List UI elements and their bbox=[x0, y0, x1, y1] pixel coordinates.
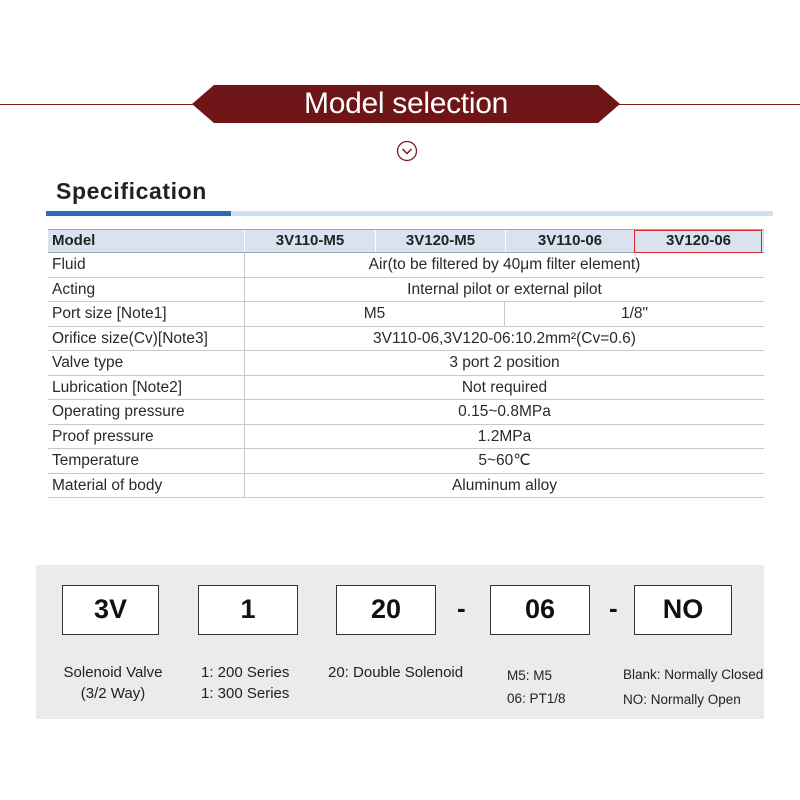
model-3v120-m5: 3V120-M5 bbox=[405, 232, 476, 249]
row-value: Aluminum alloy bbox=[451, 476, 558, 494]
desc-line: 06: PT1/8 bbox=[507, 691, 566, 706]
desc-line: Blank: Normally Closed bbox=[623, 667, 764, 682]
row-label: Valve type bbox=[52, 354, 124, 371]
ordering-code-panel bbox=[36, 565, 764, 719]
row-value: Air(to be filtered by 40μm filter element) bbox=[368, 256, 641, 273]
row-value: 3V110-06,3V120-06:10.2mm²(Cv=0.6) bbox=[373, 329, 636, 347]
table-row bbox=[48, 278, 764, 303]
heading-underline bbox=[231, 211, 773, 216]
desc-double-solenoid: 20: Double Solenoid bbox=[328, 664, 464, 681]
row-label: Material of body bbox=[52, 476, 163, 494]
row-label: Temperature bbox=[52, 452, 140, 469]
table-row bbox=[48, 425, 764, 450]
desc-line: (3/2 Way) bbox=[80, 685, 146, 702]
code-separator: - bbox=[457, 593, 466, 623]
row-label: Port size [Note1] bbox=[52, 305, 167, 322]
row-value: Internal pilot or external pilot bbox=[407, 280, 602, 298]
specification-heading: Specification bbox=[56, 178, 207, 204]
model-header-label: Model bbox=[52, 232, 96, 249]
desc-line: Solenoid Valve bbox=[63, 664, 163, 681]
row-value-m5: M5 bbox=[363, 305, 386, 322]
desc-line: NO: Normally Open bbox=[623, 692, 741, 707]
row-value: Not required bbox=[461, 378, 548, 396]
row-value-06: 1/8" bbox=[620, 305, 649, 322]
table-header-row bbox=[48, 229, 764, 253]
desc-line: M5: M5 bbox=[507, 668, 553, 683]
table-row bbox=[48, 302, 764, 327]
row-value: 0.15~0.8MPa bbox=[458, 403, 551, 420]
row-label: Operating pressure bbox=[52, 403, 185, 420]
table-row bbox=[48, 449, 764, 474]
table-row bbox=[48, 253, 764, 278]
row-value: 3 port 2 position bbox=[449, 354, 560, 371]
code-box-port: 06 bbox=[490, 585, 590, 635]
table-row bbox=[48, 351, 764, 376]
row-label: Acting bbox=[52, 280, 96, 298]
heading-underline-accent bbox=[46, 211, 231, 216]
desc-line: 1: 300 Series bbox=[201, 685, 290, 702]
row-label: Fluid bbox=[52, 256, 86, 273]
banner-title: Model selection bbox=[304, 87, 508, 120]
model-3v110-m5: 3V110-M5 bbox=[275, 232, 345, 249]
desc-port bbox=[507, 664, 566, 710]
selected-model-highlight bbox=[634, 230, 762, 253]
code-box-3v: 3V bbox=[62, 585, 159, 635]
code-box-series: 1 bbox=[198, 585, 298, 635]
desc-solenoid-valve bbox=[58, 662, 168, 704]
desc-option bbox=[623, 662, 763, 712]
desc-series bbox=[201, 662, 289, 704]
model-3v110-06: 3V110-06 bbox=[537, 232, 603, 249]
code-separator: - bbox=[609, 593, 618, 623]
row-label: Orifice size(Cv)[Note3] bbox=[52, 329, 208, 347]
row-label: Lubrication [Note2] bbox=[52, 378, 183, 396]
row-value: 1.2MPa bbox=[477, 427, 532, 445]
model-3v120-06: 3V120-06 bbox=[665, 232, 732, 249]
model-selection-banner bbox=[192, 85, 620, 123]
table-row bbox=[48, 327, 764, 352]
chevron-down-icon bbox=[396, 140, 418, 162]
specification-table bbox=[48, 229, 764, 498]
table-row bbox=[48, 376, 764, 401]
code-box-solenoid: 20 bbox=[336, 585, 436, 635]
code-box-option: NO bbox=[634, 585, 732, 635]
row-label: Proof pressure bbox=[52, 427, 154, 445]
table-row bbox=[48, 400, 764, 425]
table-row bbox=[48, 474, 764, 499]
desc-line: 1: 200 Series bbox=[201, 664, 290, 681]
row-value: 5~60℃ bbox=[478, 452, 531, 469]
